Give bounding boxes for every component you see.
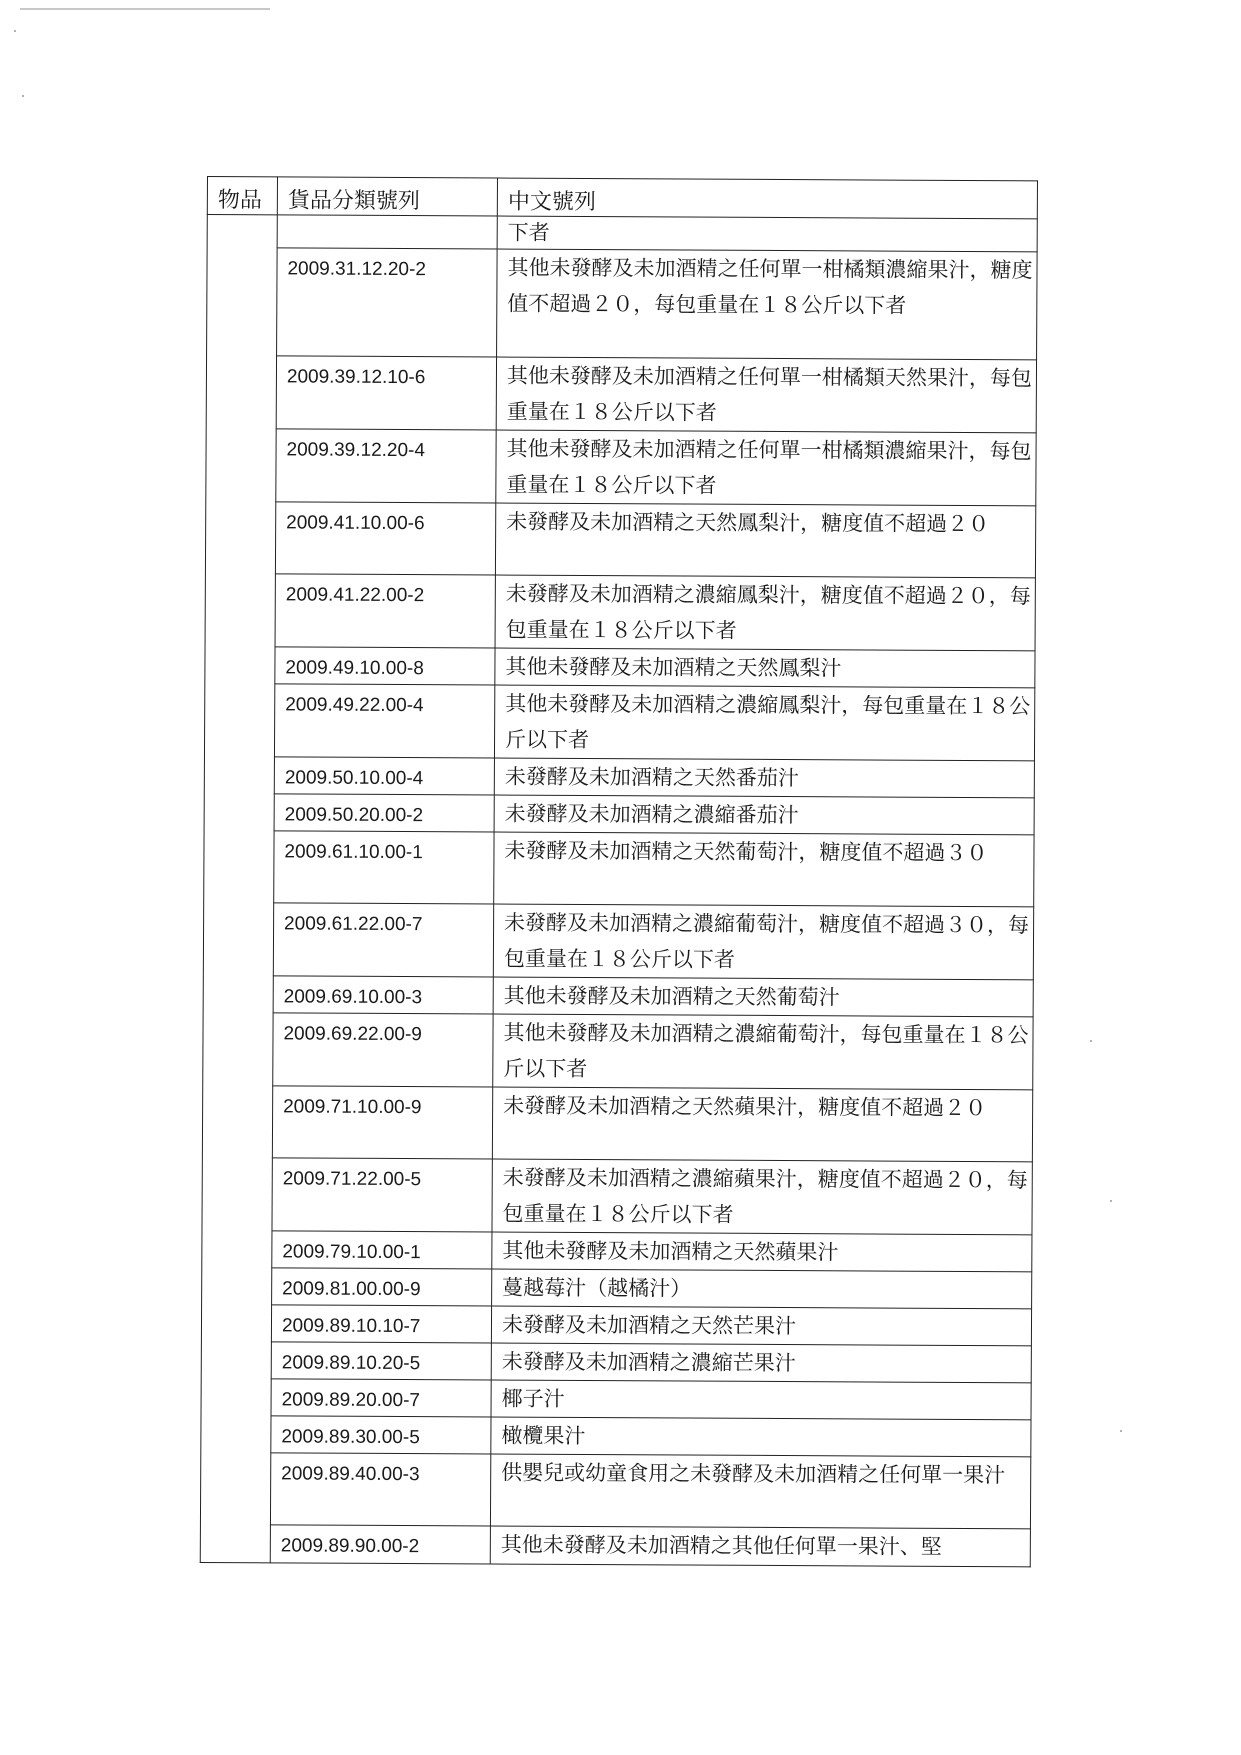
table-row [202,1085,1032,1161]
table-row [207,248,1038,360]
header-description: 中文號列 [497,178,1037,219]
table-row [200,1524,1030,1566]
row-code: 2009.41.22.00-2 [275,574,495,648]
row-description: 橄欖果汁 [491,1417,1031,1457]
row-code: 2009.31.12.20-2 [277,248,498,357]
row-code: 2009.39.12.20-4 [276,429,496,503]
table-row [205,501,1035,577]
row-code: 2009.69.10.00-3 [273,976,493,1014]
table-row [201,1378,1031,1419]
header-code: 貨品分類號列 [277,177,497,216]
row-description: 其他未發酵及未加酒精之天然鳳梨汁 [495,648,1035,688]
row-description: 未發酵及未加酒精之濃縮葡萄汁，糖度值不超過３０，每包重量在１８公斤以下者 [493,904,1033,980]
row-code: 2009.50.20.00-2 [274,794,494,832]
table-row [201,1341,1031,1382]
row-code: 2009.61.22.00-7 [273,903,493,977]
row-code: 2009.89.10.20-5 [271,1342,491,1380]
scan-edge-mark [20,8,270,10]
table-row [204,756,1034,797]
table-row [207,215,1037,252]
row-code: 2009.89.90.00-2 [270,1525,490,1564]
row-code: 2009.89.10.10-7 [271,1305,491,1343]
row-code: 2009.71.10.00-9 [272,1086,492,1159]
row-description: 其他未發酵及未加酒精之濃縮葡萄汁，每包重量在１８公斤以下者 [493,1014,1033,1090]
table-row [202,1267,1032,1308]
table-row [202,1230,1032,1271]
scan-speck [1090,1040,1092,1042]
table-row [205,573,1035,650]
row-description: 未發酵及未加酒精之天然鳳梨汁，糖度值不超過２０ [495,503,1035,578]
row-code: 2009.79.10.00-1 [272,1231,492,1269]
table-header-row [207,177,1037,219]
row-description: 其他未發酵及未加酒精之其他任何單一果汁、堅 [490,1526,1030,1567]
table-row [204,793,1034,834]
row-description: 供嬰兒或幼童食用之未發酵及未加酒精之任何單一果汁 [490,1454,1030,1529]
row-description: 未發酵及未加酒精之濃縮鳳梨汁，糖度值不超過２０，每包重量在１８公斤以下者 [495,575,1035,651]
table-row [206,356,1036,433]
table-row [203,1012,1033,1089]
row-description: 蔓越莓汁（越橘汁） [492,1269,1032,1309]
table-row [203,902,1033,979]
row-code: 2009.39.12.10-6 [276,356,496,430]
row-description: 未發酵及未加酒精之天然番茄汁 [494,758,1034,798]
row-code: 2009.69.22.00-9 [273,1013,493,1087]
scan-speck [14,30,16,32]
item-cell [200,215,277,1563]
row-description: 其他未發酵及未加酒精之任何單一柑橘類濃縮果汁，每包重量在１８公斤以下者 [496,430,1036,506]
row-description: 下者 [497,216,1037,252]
row-description: 未發酵及未加酒精之天然芒果汁 [491,1306,1031,1346]
table-row [204,830,1034,906]
scan-speck [1120,1430,1122,1432]
row-code: 2009.50.10.00-4 [274,757,494,795]
row-description: 其他未發酵及未加酒精之濃縮鳳梨汁，每包重量在１８公斤以下者 [494,685,1034,761]
row-description: 其他未發酵及未加酒精之天然蘋果汁 [492,1232,1032,1272]
table-row [201,1304,1031,1345]
row-code: 2009.49.22.00-4 [274,684,494,758]
header-item: 物品 [207,177,277,215]
row-code [277,215,497,249]
table-row [205,646,1035,687]
table-row [204,683,1034,760]
row-description: 未發酵及未加酒精之濃縮芒果汁 [491,1343,1031,1383]
row-code: 2009.89.20.00-7 [271,1379,491,1417]
row-description: 其他未發酵及未加酒精之任何單一柑橘類濃縮果汁，糖度值不超過２０，每包重量在１８公斤以下者 [497,249,1038,360]
row-description: 未發酵及未加酒精之濃縮番茄汁 [494,795,1034,835]
table-row [200,1452,1030,1528]
row-description: 未發酵及未加酒精之天然蘋果汁，糖度值不超過２０ [492,1087,1032,1162]
row-code: 2009.89.40.00-3 [270,1453,490,1526]
scan-speck [1110,1200,1112,1202]
row-code: 2009.81.00.00-9 [272,1268,492,1306]
scan-speck [22,95,24,97]
row-description: 未發酵及未加酒精之天然葡萄汁，糖度值不超過３０ [494,832,1034,907]
row-code: 2009.41.10.00-6 [275,502,495,575]
row-description: 未發酵及未加酒精之濃縮蘋果汁，糖度值不超過２０，每包重量在１８公斤以下者 [492,1159,1032,1235]
row-code: 2009.71.22.00-5 [272,1158,492,1232]
table-row [201,1415,1031,1456]
row-description: 椰子汁 [491,1380,1031,1420]
table-row [202,1157,1032,1234]
row-description: 其他未發酵及未加酒精之天然葡萄汁 [493,977,1033,1017]
table-row [203,975,1033,1016]
row-code: 2009.49.10.00-8 [275,647,495,685]
row-code: 2009.61.10.00-1 [274,831,494,904]
table-row [206,428,1036,505]
row-code: 2009.89.30.00-5 [271,1416,491,1454]
tariff-table [200,176,1038,1567]
row-description: 其他未發酵及未加酒精之任何單一柑橘類天然果汁，每包重量在１８公斤以下者 [496,357,1036,433]
